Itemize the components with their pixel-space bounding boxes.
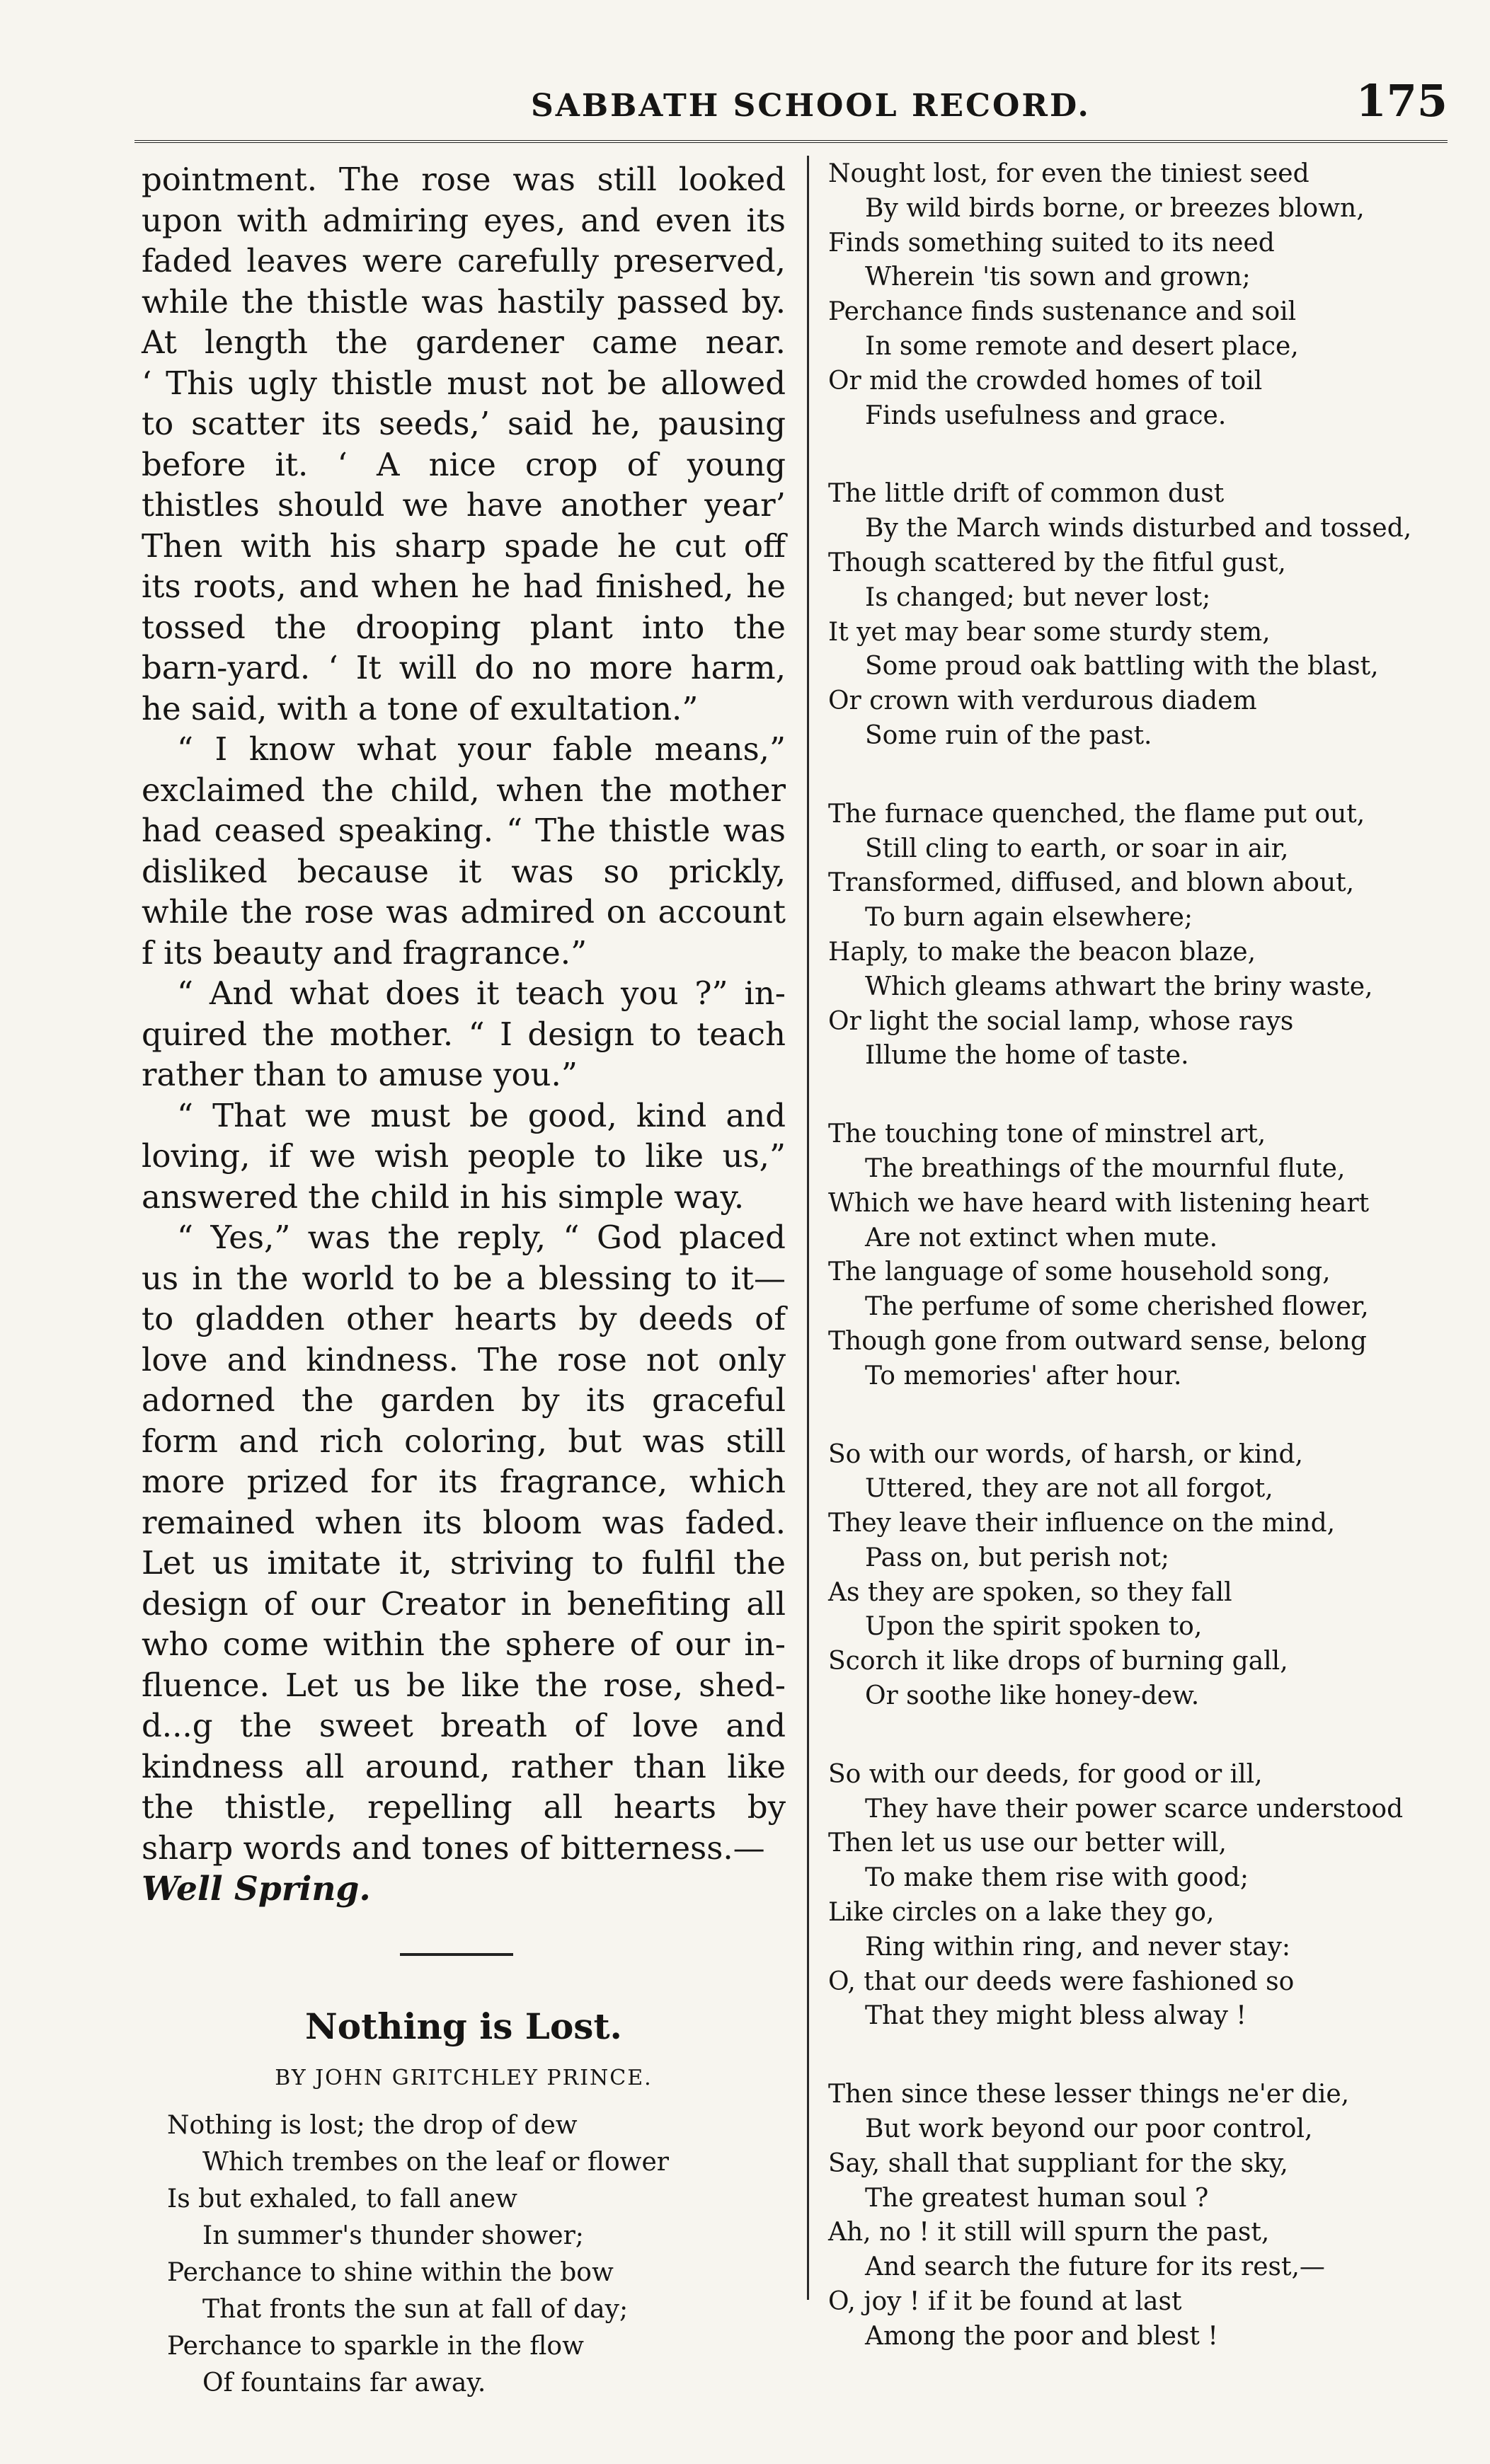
poem-line: Pass on, but perish not; — [865, 1543, 1169, 1572]
prose-line: sharp words and tones of bitterness.— — [142, 1829, 765, 1867]
poem-line: Which gleams athwart the briny waste, — [865, 972, 1373, 1001]
poem-stanza — [828, 1438, 1451, 1714]
prose-line: barn-yard. ‘ It will do no more harm, — [142, 649, 786, 686]
poem-stanza — [828, 798, 1451, 1073]
poem-line: The little drift of common dust — [828, 479, 1225, 509]
prose-line: d...g the sweet breath of love and — [142, 1707, 786, 1744]
prose-line: Let us imitate it, striving to fulfil the — [142, 1544, 786, 1582]
poem-line: Is but exhaled, to fall anew — [167, 2184, 517, 2213]
poem-line: Perchance finds sustenance and soil — [828, 297, 1297, 327]
poem-line: So with our deeds, for good or ill, — [828, 1759, 1263, 1789]
poem-line: Ring within ring, and never stay: — [865, 1932, 1291, 1962]
poem-line: Uttered, they are not all forgot, — [865, 1474, 1273, 1504]
prose-line: had ceased speaking. “ The thistle was — [142, 812, 786, 849]
poem-line: It yet may bear some sturdy stem, — [828, 617, 1271, 647]
page-number: 175 — [1356, 75, 1448, 127]
poem-line: Wherein 'tis sown and grown; — [865, 263, 1251, 292]
poem-line: Perchance to sparkle in the flow — [167, 2332, 584, 2361]
prose-line: adorned the garden by its graceful — [142, 1381, 786, 1419]
prose-text — [142, 159, 786, 1868]
poem-line: Illume the home of taste. — [865, 1041, 1189, 1071]
poem-line: That they might bless alway ! — [865, 2001, 1247, 2031]
poem-line: The furnace quenched, the flame put out, — [828, 799, 1365, 829]
poem-line: Though gone from outward sense, belong — [828, 1326, 1367, 1356]
poem-line: Nothing is lost; the drop of dew — [167, 2111, 578, 2140]
poem-line: Finds something suited to its need — [828, 228, 1275, 258]
running-title: SABBATH SCHOOL RECORD. — [531, 88, 1091, 124]
poem-line: In summer's thunder shower; — [202, 2221, 584, 2250]
poem-line: Still cling to earth, or soar in air, — [865, 834, 1289, 863]
prose-line: before it. ‘ A nice crop of young — [142, 445, 786, 483]
prose-line: quired the mother. “ I design to teach — [142, 1015, 786, 1053]
prose-line: thistles should we have another year’ — [142, 486, 786, 524]
poem-line: Then let us use our better will, — [828, 1829, 1227, 1858]
prose-line: ‘ This ugly thistle must not be allowed — [142, 364, 786, 402]
prose-line: “ I know what your fable means,” — [177, 730, 786, 768]
poem-line: To memories' after hour. — [865, 1361, 1182, 1391]
prose-line: upon with admiring eyes, and even its — [142, 201, 786, 239]
prose-line: loving, if we wish people to like us,” — [142, 1137, 786, 1175]
prose-line: answered the child in his simple way. — [142, 1178, 745, 1216]
poem-stanza — [828, 1117, 1451, 1393]
poem-line: Among the poor and blest ! — [865, 2321, 1218, 2351]
prose-line: fluence. Let us be like the rose, shed- — [142, 1666, 786, 1704]
poem-line: So with our words, of harsh, or kind, — [828, 1439, 1303, 1469]
poem-line: To make them rise with good; — [865, 1863, 1249, 1893]
poem-line: To burn again elsewhere; — [865, 903, 1193, 933]
poem-line: Some proud oak battling with the blast, — [865, 652, 1379, 681]
prose-line: “ And what does it teach you ?” in- — [177, 974, 786, 1012]
prose-line: us in the world to be a blessing to it— — [142, 1259, 786, 1297]
poem-line: Perchance to shine within the bow — [167, 2258, 614, 2287]
prose-line: “ Yes,” was the reply, “ God placed — [177, 1219, 786, 1256]
left-column — [142, 159, 786, 2402]
prose-line: its roots, and when he had finished, he — [142, 568, 786, 605]
poem-stanza — [828, 477, 1451, 753]
poem-stanza — [828, 1758, 1451, 2034]
poem-line: Which trembes on the leaf or flower — [202, 2148, 669, 2177]
poem-line: Haply, to make the beacon blaze, — [828, 937, 1256, 967]
source-attribution: Well Spring. — [142, 1870, 371, 1909]
prose-line: Then with his sharp spade he cut off — [142, 526, 786, 565]
prose-line: the thistle, repelling all hearts by — [142, 1788, 786, 1826]
poem-line: Are not extinct when mute. — [865, 1223, 1218, 1253]
prose-line: who come within the sphere of our in- — [142, 1625, 786, 1663]
section-divider — [400, 1953, 513, 1956]
prose-line: while the thistle was hastily passed by. — [142, 282, 786, 321]
prose-line: remained when its bloom was faded. — [142, 1503, 786, 1541]
poem-stanza — [828, 157, 1451, 433]
prose-line: “ That we must be good, kind and — [177, 1096, 786, 1134]
poem-line: Or light the social lamp, whose rays — [828, 1006, 1294, 1036]
prose-line: f its beauty and fragrance.” — [142, 933, 588, 972]
poem-line: Which we have heard with listening heart — [828, 1188, 1370, 1218]
header-rule — [134, 140, 1448, 143]
poem-line: By the March winds disturbed and tossed, — [865, 514, 1412, 543]
poem-line: By wild birds borne, or breezes blown, — [865, 193, 1365, 223]
poem-first-stanza — [142, 2107, 786, 2402]
prose-line: rather than to amuse you.” — [142, 1056, 578, 1093]
poem-line: O, joy ! if it be found at last — [828, 2287, 1182, 2317]
page-header — [134, 75, 1448, 149]
poem-line: They leave their influence on the mind, — [828, 1509, 1336, 1538]
poem-line: The perfume of some cherished flower, — [865, 1292, 1369, 1322]
poem-line: Like circles on a lake they go, — [828, 1898, 1215, 1928]
poem-line: The language of some household song, — [828, 1257, 1331, 1287]
right-column — [828, 157, 1451, 2398]
prose-line: exclaimed the child, when the mother — [142, 771, 786, 809]
poem-line: Or mid the crowded homes of toil — [828, 366, 1263, 396]
poem-line: They have their power scarce understood — [865, 1794, 1404, 1824]
poem-line: The breathings of the mournful flute, — [865, 1153, 1346, 1183]
column-divider — [807, 156, 809, 2300]
prose-line: design of our Creator in benefiting all — [142, 1584, 786, 1623]
poem-byline: BY JOHN GRITCHLEY PRINCE. — [275, 2066, 653, 2090]
poem-line: Some ruin of the past. — [865, 720, 1152, 750]
poem-line: The greatest human soul ? — [865, 2183, 1209, 2213]
poem-line: Ah, no ! it still will spurn the past, — [828, 2218, 1270, 2247]
prose-line: love and kindness. The rose not only — [142, 1340, 786, 1378]
poem-line: Or soothe like honey-dew. — [865, 1681, 1200, 1711]
poem-line: O, that our deeds were fashioned so — [828, 1967, 1295, 1996]
poem-line: Finds usefulness and grace. — [865, 401, 1227, 430]
poem-line: Scorch it like drops of burning gall, — [828, 1647, 1288, 1676]
prose-line: At length the gardener came near. — [142, 323, 786, 361]
poem-line: As they are spoken, so they fall — [828, 1577, 1232, 1607]
poem-line: Upon the spirit spoken to, — [865, 1612, 1203, 1642]
prose-line: faded leaves were carefully preserved, — [142, 242, 786, 280]
prose-line: disliked because it was so prickly, — [142, 852, 786, 890]
poem-line: That fronts the sun at fall of day; — [202, 2295, 629, 2324]
prose-line: form and rich coloring, but was still — [142, 1422, 786, 1460]
poem-title: Nothing is Lost. — [305, 2005, 622, 2047]
poem-line: Nought lost, for even the tiniest seed — [828, 159, 1310, 188]
prose-line: pointment. The rose was still looked — [142, 161, 786, 198]
prose-line: tossed the drooping plant into the — [142, 608, 786, 646]
poem-line: In some remote and desert place, — [865, 331, 1299, 361]
prose-line: to scatter its seeds,’ said he, pausing — [142, 405, 786, 442]
poem-line: The touching tone of minstrel art, — [828, 1119, 1266, 1149]
poem-line: Is changed; but never lost; — [865, 582, 1211, 612]
poem-line: And search the future for its rest,— — [865, 2252, 1325, 2282]
prose-line: more prized for its fragrance, which — [142, 1463, 786, 1500]
prose-line: he said, with a tone of exultation.” — [142, 689, 699, 727]
prose-line: to gladden other hearts by deeds of — [142, 1300, 786, 1337]
poem-line: Or crown with verdurous diadem — [828, 686, 1257, 716]
poem-line: Transformed, diffused, and blown about, — [828, 868, 1355, 898]
poem-line: Of fountains far away. — [202, 2368, 486, 2397]
poem-line: Say, shall that suppliant for the sky, — [828, 2148, 1288, 2178]
poem-line: Though scattered by the fitful gust, — [828, 548, 1286, 577]
poem-stanza — [828, 2078, 1451, 2354]
prose-line: kindness all around, rather than like — [142, 1747, 786, 1785]
prose-line: while the rose was admired on account — [142, 893, 786, 931]
poem-line: Then since these lesser things ne'er die, — [828, 2080, 1350, 2109]
poem-line: But work beyond our poor control, — [865, 2114, 1313, 2144]
